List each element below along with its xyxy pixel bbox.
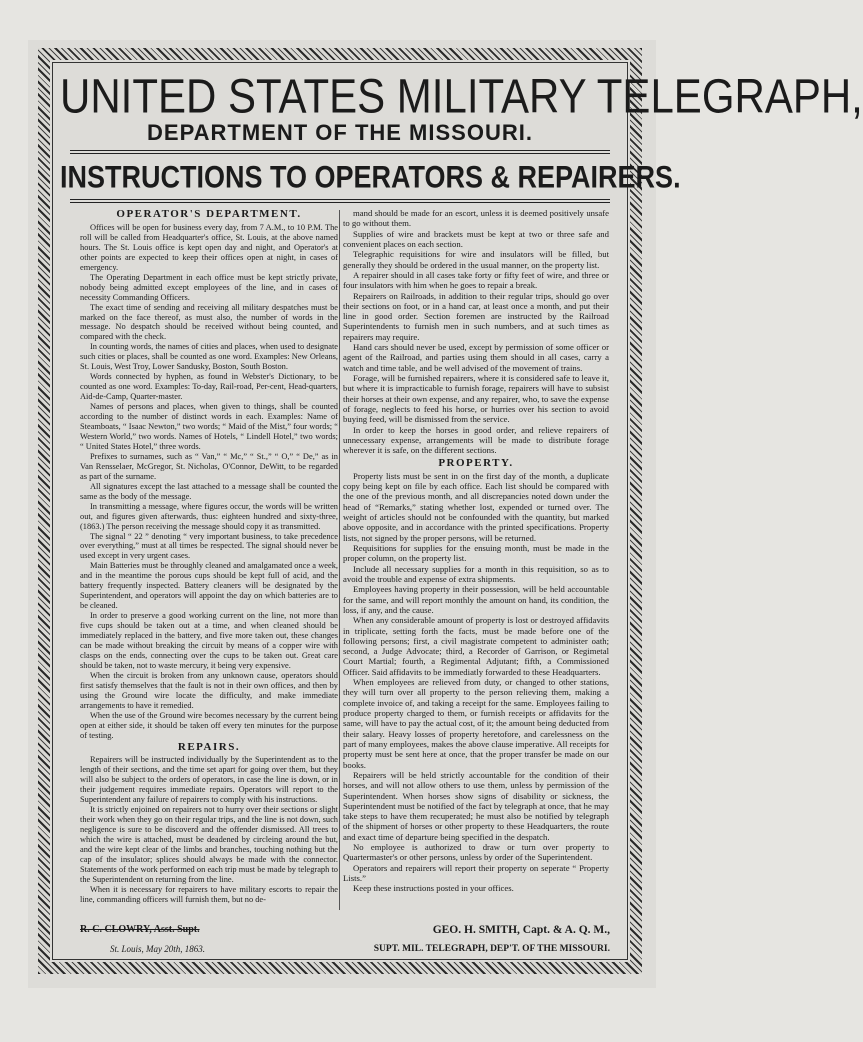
repairs-continued-section <box>343 208 609 456</box>
paragraph: Property lists must be sent in on the first day of the month, a duplicate copy being kept on file by each office. Each list should be compared with the one of the previous month, and all discrepancies noted down under the head of “Remarks,” stating whether lost, expended or turned over. The weight of articles should not be confounded with the quantity, but marked above opposite, and in accordance with the printed specifications. Property lists, not signed by the proper persons, will be returned. <box>343 470 609 543</box>
paragraph: Supplies of wire and brackets must be kept at two or three safe and convenient places on each section. <box>343 228 609 249</box>
paragraph: Prefixes to surnames, such as “ Van,” “ Mc,” “ St.,” “ O,” “ De,” as in Van Rensselaer, McGregor, St. Nicholas, O'Connor, DeWitt, to be regarded as part of the surname. <box>80 451 338 481</box>
title-rule-top <box>70 150 610 151</box>
title-line-2: DEPARTMENT OF THE MISSOURI. <box>147 120 533 145</box>
paragraph: In order to keep the horses in good order, and relieve repairers of unnecessary expense, arrangements will be made to distribute forage wherever it is safe, on the different sections. <box>343 424 609 456</box>
paragraph: Repairers will be held strictly accountable for the condition of their horses, and will not allow others to use them, unless by permission of the Superintendent. When horses show signs of disability or sickness, the Superintendent must be notified of the fact by telegraph at once, that he may take steps to have them recuperated; he must also be notified by telegraph of the shipment of horses or other property to these Headquarters, the route and exact time of departure being specified in the despatch. <box>343 769 609 842</box>
title-rule-bottom <box>70 199 610 200</box>
operators-heading: OPERATOR'S DEPARTMENT. <box>116 208 302 220</box>
paragraph: Employees having property in their possession, will be held accountable for the same, and will report monthly the amount on hand, its condition, the loss, if any, and the cause. <box>343 584 609 615</box>
repairs-heading: REPAIRS. <box>177 740 241 753</box>
column-divider <box>339 210 340 910</box>
paragraph: A repairer should in all cases take forty or fifty feet of wire, and three or four insulators with him when he goes to repair a break. <box>343 269 609 291</box>
paragraph: Hand cars should never be used, except by permission of some officer or agent of the Railroad, and parties using them should in all cases, carry a watch and time table, and be well advised of the movement of trains. <box>343 342 609 373</box>
clowry-signature: R. C. CLOWRY, Asst. Supt. <box>80 924 200 935</box>
smith-signature: GEO. H. SMITH, Capt. & A. Q. M., <box>432 924 610 936</box>
title-line-3: INSTRUCTIONS TO OPERATORS & REPAIRERS. <box>60 160 681 195</box>
repairs-section <box>80 755 338 904</box>
paragraph: The signal “ 22 ” denoting “ very important business, to take precedence over everything,” must at all times be respected. The signal should never be used except in very urgent cases. <box>80 531 338 561</box>
paragraph: Repairers on Railroads, in addition to their regular trips, should go over their sections on foot, or in a hand car, at least once a month, and put their line in good order. Section foremen are instructed by the Railroad Superintendents to furnish men in such numbers, and at such times as repairers may require. <box>343 290 609 342</box>
paragraph: The Operating Department in each office must be kept strictly private, nobody being admitted except employees of the line, and in cases of necessity Commanding Officers. <box>80 272 338 302</box>
paragraph: Words connected by hyphen, as found in Webster's Dictionary, to be counted as one word. Examples: To-day, Rail-road, Per-cent, Head-quarters, Aid-de-Camp, Quarter-master. <box>80 372 338 402</box>
paragraph: When the circuit is broken from any unknown cause, operators should first satisfy themselves that the fault is not in their own offices, and then by using the Ground wire locate the difficulty, and make immediate arrangements to have it remedied. <box>80 670 338 710</box>
paragraph: Telegraphic requisitions for wire and insulators will be filled, but generally they should be ordered in the usual manner, on the property list. <box>343 249 609 270</box>
paragraph: No employee is authorized to draw or turn over property to Quartermaster's or other persons, unless by order of the Superintendent. <box>343 842 609 863</box>
paragraph: Offices will be open for business every day, from 7 A.M., to 10 P.M. The roll will be called from Headquarter's office, St. Louis, at the above named hours. The St. Louis office is kept open day and night, and Operator's at other points are expected to keep their offices open at night, in cases of emergency. <box>80 222 338 272</box>
title-rule-top-2 <box>70 153 610 154</box>
paragraph: Operators and repairers will report their property on seperate “ Property Lists.” <box>343 862 609 883</box>
paragraph: When any considerable amount of property is lost or destroyed affidavits in triplicate, setting forth the facts, must be made before one of the following persons; first, a civil magistrate competent to administer oath; second, a Judge Advocate; third, a Recorder of Garrison, or Regimetal Court Martial; fourth, a Regimental Adjutant; fifth, a Commissioned Officer. Said affidavits to be immediatly forwarded to these Headquarters. <box>343 615 609 677</box>
paragraph: mand should be made for an escort, unless it is deemed positively unsafe to go without them. <box>343 208 609 229</box>
operators-section <box>80 223 338 741</box>
paragraph: When employees are relieved from duty, or changed to other stations, they will turn over all property to the person relieving them, making a complete invoice of, and taking a receipt for the same. Employees failing to produce property charged to them, or furnish receipts or affidavits for the same, will have to pay the actual cost, of it; the amount being deducted from their salary. Heavy losses of property heretofore, and carelessness on the part of many employees, makes the above clause imperative. All receipts for property must be sent here at once, that the proper transfer be made on our books. <box>343 677 609 770</box>
paragraph: Main Batteries must be throughly cleaned and amalgamated once a week, and in the meantime the porous cups should be kept full of acid, and the battery frequently inspected. Battery cleaners will be designated by the Superintendent, and operators will appoint the day on which batteries are to be cleaned. <box>80 561 338 611</box>
paragraph: When the use of the Ground wire becomes necessary by the current being open at either side, it should be taken off every ten minutes for the purpose of testing. <box>80 710 338 740</box>
title-line-1: UNITED STATES MILITARY TELEGRAPH, <box>60 68 863 123</box>
paragraph: In order to preserve a good working current on the line, not more than five cups should be taken out at a time, and when cleaned should be immediately replaced in the battery, and five more taken out, these changes can be made without breaking the circuit by means of a copper wire with clasps on the ends, connecting over the cups to be taken out. Great care should be taken, not to waste mercury, it being very expensive. <box>80 611 338 670</box>
paragraph: It is strictly enjoined on repairers not to hurry over their sections or slight their work when they go on their regular trips, and the line is not down, such negligence is sure to be discoverd and the offender dismissed. All trees to which the wire is attached, must be deadened by circleing around the but, and the wire kept clear of the limbs and branches, touching nothing but the cap of the insulator; splices should always be made with the connector. Statements of the work performed on each trip must be made by telegraph to the Superintendent on returning from the line. <box>80 805 338 884</box>
property-section <box>343 471 609 894</box>
paragraph: All signatures except the last attached to a message shall be counted the same as the body of the message. <box>80 481 338 501</box>
paragraph: Names of persons and places, when given to things, shall be counted according to the number of distinct words in each. Examples: Name of Steamboats, “ Isaac Newton,” two words; “ Maid of the Mist,” four words; “ Western World,” two words. Names of Hotels, “ Lindell Hotel,” two words; “ United States Hotel,” three words. <box>80 402 338 451</box>
paragraph: The exact time of sending and receiving all military despatches must be marked on the face thereof, as must also, the number of words in the message. No despatch should be received without being counted, and compared with the check. <box>80 302 338 342</box>
paragraph: Repairers will be instructed individually by the Superintendent as to the length of their sections, and the time set apart for going over them, but they will also be subject to the orders of operators, in case the line is down, or in their judgement requires immediate repairs. Operators will report to the Superintendent any failure of repairers to comply with his instructions. <box>80 755 338 805</box>
property-heading: PROPERTY. <box>438 456 514 469</box>
left-column <box>80 208 338 905</box>
paragraph: When it is necessary for repairers to have military escorts to repair the line, commanding officers will furnish them, but no de- <box>80 884 338 904</box>
paragraph: Requisitions for supplies for the ensuing month, must be made in the proper column, on the property list. <box>343 543 609 564</box>
paragraph: In counting words, the names of cities and places, when used to designate such cities or places, shall be counted as one word. Examples: New Orleans, St. Louis, West Troy, Lower Sandusky, Boston, South Boston. <box>80 342 338 372</box>
title-rule-bottom-2 <box>70 202 610 203</box>
supt-title: SUPT. MIL. TELEGRAPH, DEP'T. OF THE MISSOURI. <box>373 944 610 954</box>
right-column <box>343 208 609 894</box>
paragraph: Keep these instructions posted in your offices. <box>353 883 514 894</box>
date-line: St. Louis, May 20th, 1863. <box>110 944 206 954</box>
paragraph: In transmitting a message, where figures occur, the words will be written out, and figures given afterwards, thus: eighteen hundred and sixty-three, (1863.) The person receiving the message should copy it as transmitted. <box>80 501 338 531</box>
paragraph: Include all necessary supplies for a month in this requisition, so as to avoid the trouble and expense of extra shipments. <box>343 563 609 584</box>
paragraph: Forage, will be furnished repairers, where it is considered safe to leave it, but where it is impracticable to furnish forage, repairers will have to subsist their horses at their own expense, and any repairer, who, to save the expense of forage, neglects to feed his horse, or hurries over his section to avoid buying feed, will be dismissed from the service. <box>343 373 609 425</box>
